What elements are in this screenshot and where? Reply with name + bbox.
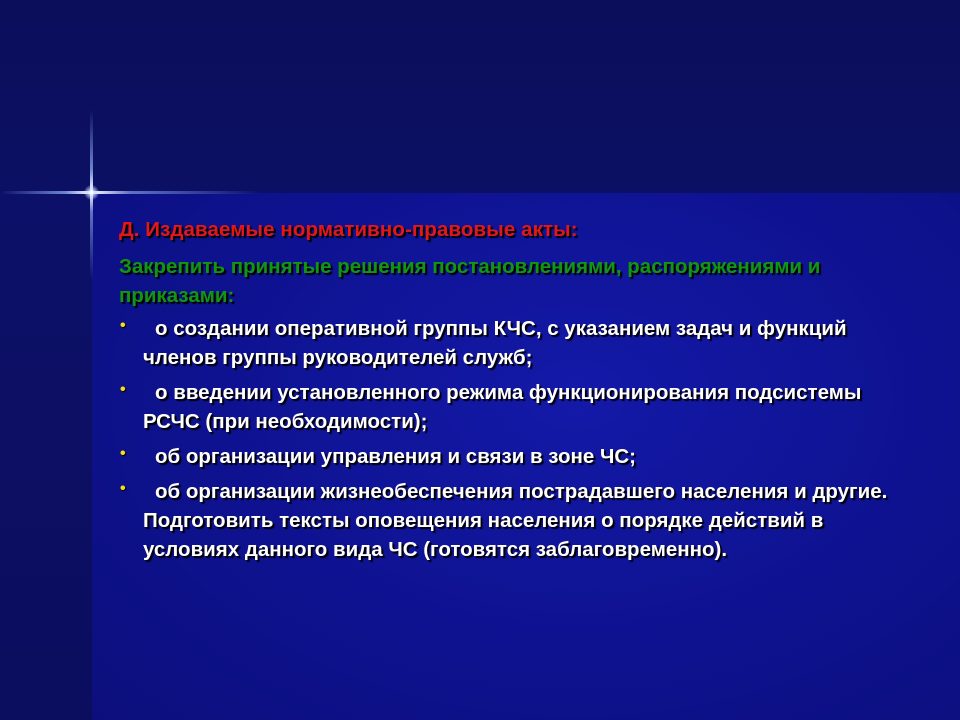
bullet-item xyxy=(119,314,909,372)
bullet-text: об организации жизнеобеспечения пострадавшего населения и другие. Подготовить тексты оповещения населения о порядке действий в условиях данного вида ЧС (готовятся заблаговременно). xyxy=(143,480,888,561)
bullet-item xyxy=(119,477,909,564)
bullet-icon: • xyxy=(120,480,126,497)
star-flare-horizontal xyxy=(0,191,260,194)
bullet-text: о введении установленного режима функционирования подсистемы РСЧС (при необходимости); xyxy=(143,381,862,433)
bullet-text: о создании оперативной группы КЧС, с указанием задач и функций членов группы руководителей служб; xyxy=(143,317,847,369)
bullet-icon: • xyxy=(120,317,126,334)
star-flare-icon xyxy=(84,185,99,200)
bullet-icon: • xyxy=(120,381,126,398)
bullet-list xyxy=(119,314,909,564)
bullet-text: об организации управления и связи в зоне ЧС; xyxy=(155,445,636,468)
bullet-item xyxy=(119,378,909,436)
bullet-icon: • xyxy=(120,445,126,462)
top-band-decoration xyxy=(0,0,960,193)
left-band-decoration xyxy=(0,193,92,720)
slide-content xyxy=(119,215,909,570)
bullet-item xyxy=(119,442,909,471)
slide-intro: Закрепить принятые решения постановлениями, распоряжениями и приказами: xyxy=(119,255,821,307)
slide-heading: Д. Издаваемые нормативно-правовые акты: xyxy=(119,218,578,241)
